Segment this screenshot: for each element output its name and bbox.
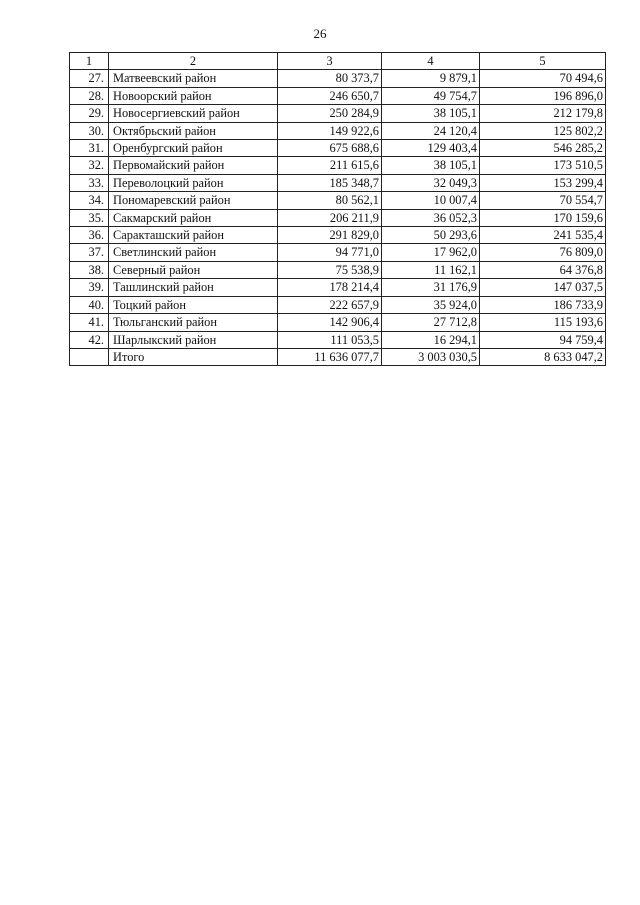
district-name-cell: Пономаревский район [109, 192, 278, 209]
table-row [70, 209, 606, 226]
row-number-cell: 37. [70, 244, 109, 261]
district-name-cell: Октябрьский район [109, 122, 278, 139]
column-3-value-cell: 142 906,4 [278, 314, 382, 331]
district-name-cell: Ташлинский район [109, 279, 278, 296]
row-number-cell: 41. [70, 314, 109, 331]
column-3-value-cell: 94 771,0 [278, 244, 382, 261]
district-name-cell: Светлинский район [109, 244, 278, 261]
column-4-value-cell: 24 120,4 [382, 122, 480, 139]
column-5-value-cell: 94 759,4 [480, 331, 606, 348]
column-3-value-cell: 675 688,6 [278, 140, 382, 157]
table-row [70, 157, 606, 174]
column-3-value-cell: 246 650,7 [278, 87, 382, 104]
column-4-value-cell: 27 712,8 [382, 314, 480, 331]
table-header-row [70, 53, 606, 70]
column-4-value-cell: 32 049,3 [382, 174, 480, 191]
column-4-value-cell: 31 176,9 [382, 279, 480, 296]
column-3-value-cell: 11 636 077,7 [278, 348, 382, 365]
column-5-value-cell: 186 733,9 [480, 296, 606, 313]
district-name-cell: Шарлыкский район [109, 331, 278, 348]
district-name-cell: Тоцкий район [109, 296, 278, 313]
column-5-value-cell: 64 376,8 [480, 261, 606, 278]
row-number-cell: 40. [70, 296, 109, 313]
district-name-cell: Итого [109, 348, 278, 365]
district-name-cell: Сакмарский район [109, 209, 278, 226]
column-4-value-cell: 49 754,7 [382, 87, 480, 104]
row-number-cell: 31. [70, 140, 109, 157]
column-5-value-cell: 8 633 047,2 [480, 348, 606, 365]
column-4-value-cell: 9 879,1 [382, 70, 480, 87]
column-5-value-cell: 125 802,2 [480, 122, 606, 139]
column-5-value-cell: 546 285,2 [480, 140, 606, 157]
column-3-value-cell: 75 538,9 [278, 261, 382, 278]
column-4-value-cell: 11 162,1 [382, 261, 480, 278]
column-5-value-cell: 173 510,5 [480, 157, 606, 174]
column-5-value-cell: 76 809,0 [480, 244, 606, 261]
table-row [70, 140, 606, 157]
column-5-value-cell: 196 896,0 [480, 87, 606, 104]
column-5-value-cell: 115 193,6 [480, 314, 606, 331]
district-name-cell: Переволоцкий район [109, 174, 278, 191]
table-row [70, 174, 606, 191]
column-header-3: 3 [278, 53, 382, 70]
column-3-value-cell: 222 657,9 [278, 296, 382, 313]
row-number-cell: 32. [70, 157, 109, 174]
table-row [70, 105, 606, 122]
table-row [70, 261, 606, 278]
column-3-value-cell: 178 214,4 [278, 279, 382, 296]
column-4-value-cell: 38 105,1 [382, 157, 480, 174]
column-4-value-cell: 36 052,3 [382, 209, 480, 226]
column-5-value-cell: 147 037,5 [480, 279, 606, 296]
column-header-5: 5 [480, 53, 606, 70]
table-row [70, 314, 606, 331]
table-row [70, 227, 606, 244]
column-3-value-cell: 111 053,5 [278, 331, 382, 348]
column-5-value-cell: 170 159,6 [480, 209, 606, 226]
table-row [70, 70, 606, 87]
column-3-value-cell: 291 829,0 [278, 227, 382, 244]
column-5-value-cell: 70 554,7 [480, 192, 606, 209]
table-row [70, 87, 606, 104]
column-5-value-cell: 241 535,4 [480, 227, 606, 244]
table-row [70, 244, 606, 261]
row-number-cell: 30. [70, 122, 109, 139]
row-number-cell: 33. [70, 174, 109, 191]
column-3-value-cell: 211 615,6 [278, 157, 382, 174]
total-row [70, 348, 606, 365]
column-4-value-cell: 50 293,6 [382, 227, 480, 244]
row-number-cell: 27. [70, 70, 109, 87]
district-budget-table [69, 52, 606, 366]
column-4-value-cell: 3 003 030,5 [382, 348, 480, 365]
row-number-cell: 36. [70, 227, 109, 244]
district-name-cell: Новосергиевский район [109, 105, 278, 122]
column-header-1: 1 [70, 53, 109, 70]
column-3-value-cell: 149 922,6 [278, 122, 382, 139]
table-row [70, 192, 606, 209]
table-row [70, 296, 606, 313]
column-3-value-cell: 80 562,1 [278, 192, 382, 209]
row-number-cell: 35. [70, 209, 109, 226]
column-header-2: 2 [109, 53, 278, 70]
district-name-cell: Оренбургский район [109, 140, 278, 157]
column-4-value-cell: 10 007,4 [382, 192, 480, 209]
column-5-value-cell: 70 494,6 [480, 70, 606, 87]
row-number-cell: 39. [70, 279, 109, 296]
district-name-cell: Тюльганский район [109, 314, 278, 331]
column-4-value-cell: 17 962,0 [382, 244, 480, 261]
column-4-value-cell: 129 403,4 [382, 140, 480, 157]
district-name-cell: Первомайский район [109, 157, 278, 174]
column-3-value-cell: 185 348,7 [278, 174, 382, 191]
row-number-cell: 29. [70, 105, 109, 122]
row-number-cell: 38. [70, 261, 109, 278]
row-number-cell: 34. [70, 192, 109, 209]
column-3-value-cell: 250 284,9 [278, 105, 382, 122]
row-number-cell [70, 348, 109, 365]
column-3-value-cell: 80 373,7 [278, 70, 382, 87]
column-5-value-cell: 153 299,4 [480, 174, 606, 191]
page-number: 26 [313, 26, 327, 41]
table-row [70, 122, 606, 139]
row-number-cell: 42. [70, 331, 109, 348]
table-row [70, 279, 606, 296]
column-3-value-cell: 206 211,9 [278, 209, 382, 226]
district-name-cell: Саракташский район [109, 227, 278, 244]
column-4-value-cell: 16 294,1 [382, 331, 480, 348]
column-4-value-cell: 35 924,0 [382, 296, 480, 313]
table-row [70, 331, 606, 348]
column-4-value-cell: 38 105,1 [382, 105, 480, 122]
column-header-4: 4 [382, 53, 480, 70]
row-number-cell: 28. [70, 87, 109, 104]
district-name-cell: Новоорский район [109, 87, 278, 104]
district-name-cell: Северный район [109, 261, 278, 278]
column-5-value-cell: 212 179,8 [480, 105, 606, 122]
district-name-cell: Матвеевский район [109, 70, 278, 87]
